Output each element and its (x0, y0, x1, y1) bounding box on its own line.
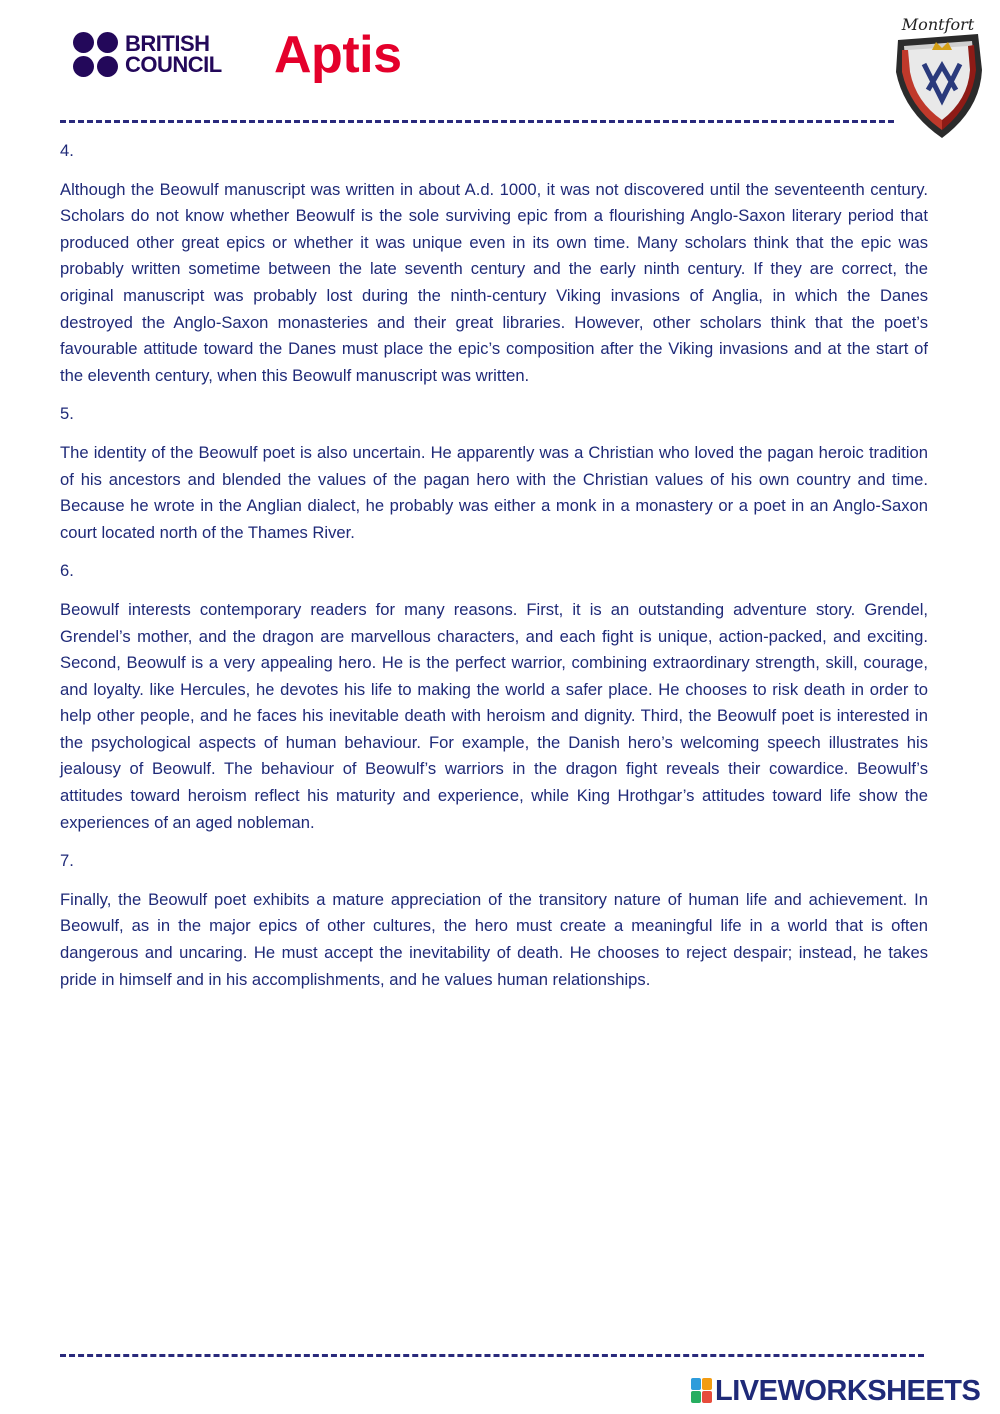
footer-divider (60, 1354, 924, 1357)
page-header (0, 0, 1000, 150)
section-paragraph: Finally, the Beowulf poet exhibits a mature appreciation of the transitory nature of human life and achievement. In Beowulf, as in the major epics of other cultures, the hero must create a meaningful life in a world that is often dangerous and uncaring. He must accept the inevitability of death. He chooses to reject despair; instead, he takes pride in himself and in his accomplishments, and he values human relationships. (60, 889, 928, 989)
liveworksheets-badge-icon (691, 1378, 713, 1404)
british-council-wordmark (125, 33, 222, 75)
british-council-line2: COUNCIL (125, 52, 222, 77)
section-paragraph: Beowulf interests contemporary readers for many reasons. First, it is an outstanding adventure story. Grendel, Grendel’s mother, and the dragon are marvellous characters, and each fight is unique, action-packed, and exciting. Second, Beowulf is a very appealing hero. He is the perfect warrior, combining extraordinary strength, skill, courage, and loyalty. like Hercules, he devotes his life to making the world a safer place. He chooses to risk death in order to help other people, and he faces his inevitable death with heroism and dignity. Third, the Beowulf poet is interested in the psychological aspects of human behaviour. For example, the Danish hero’s welcoming speech illustrates his jealousy of Beowulf. The behaviour of Beowulf’s warriors in the dragon fight reveals their cowardice. Beowulf’s attitudes toward heroism reflect his maturity and experience, while King Hrothgar’s attitudes toward life show the experiences of an aged nobleman. (60, 599, 928, 832)
montfort-crest-icon (888, 10, 988, 144)
section-paragraph: Although the Beowulf manuscript was written in about A.d. 1000, it was not discovered until the seventeenth century. Scholars do not know whether Beowulf is the sole surviving epic from a flourishing Anglo-Saxon literary period that produced other great epics or whether it was unique even in its own time. Many scholars think that the epic was probably written sometime between the late seventh century and the early ninth century. If they are correct, the original manuscript was probably lost during the ninth-century Viking invasions of Anglia, in which the Danes destroyed the Anglo-Saxon monasteries and their great libraries. However, other scholars think that the poet’s favourable attitude toward the Danes must place the epic’s composition after the Viking invasions and at the start of the eleventh century, when this Beowulf manuscript was written. (60, 179, 928, 385)
section-5 (60, 401, 928, 546)
section-4 (60, 138, 928, 389)
section-number: 5. (60, 404, 74, 424)
section-number: 6. (60, 561, 74, 581)
british-council-logo (73, 32, 243, 80)
header-divider (60, 120, 894, 123)
section-paragraph: The identity of the Beowulf poet is also uncertain. He apparently was a Christian who loved the pagan heroic tradition of his ancestors and blended the values of the pagan hero with the Christian values of his own country and time. Because he wrote in the Anglian dialect, he probably was either a monk in a monastery or a poet in an Anglo-Saxon court located north of the Thames River. (60, 442, 928, 542)
liveworksheets-wordmark: LIVEWORKSHEETS (715, 1375, 981, 1407)
section-6 (60, 558, 928, 836)
british-council-dots-icon (73, 32, 121, 80)
british-council-line1: BRITISH (125, 31, 210, 56)
section-number: 7. (60, 851, 74, 871)
document-body (60, 138, 928, 1005)
section-number: 4. (60, 141, 74, 160)
aptis-logo: Aptis (274, 26, 402, 84)
crest-signature: Montfort (901, 15, 975, 34)
section-7 (60, 848, 928, 993)
